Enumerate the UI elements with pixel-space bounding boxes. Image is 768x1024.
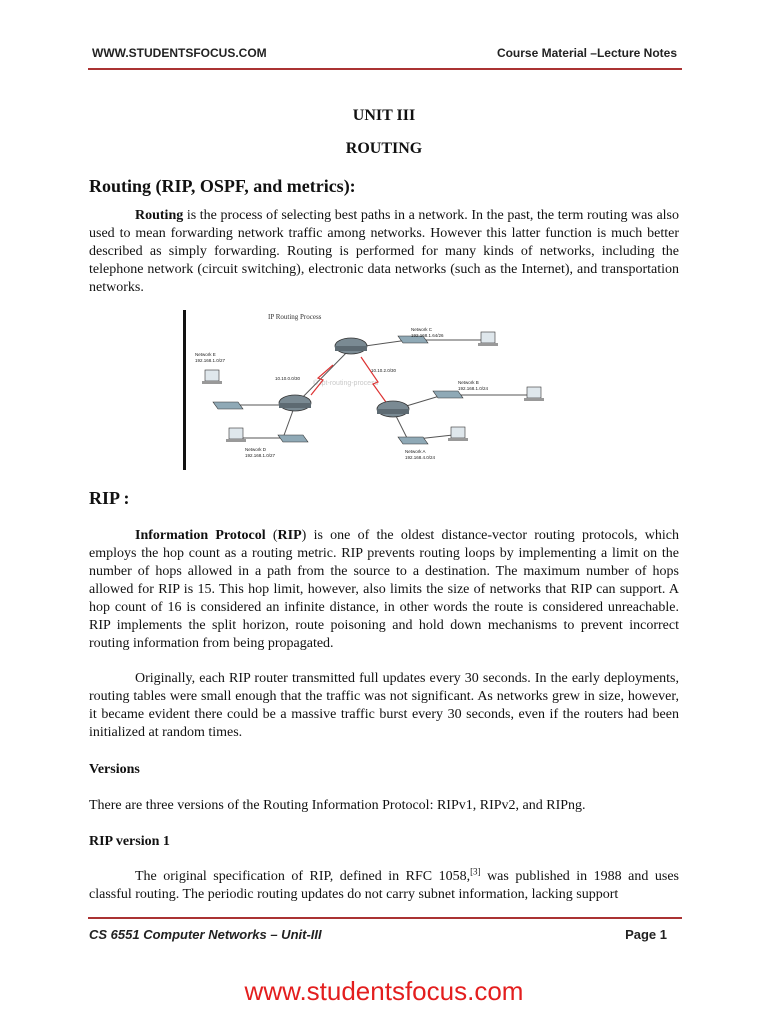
ripv1-paragraph [89,868,679,904]
diagram-watermark: © ipt-routing-process [313,380,379,387]
label-net-e-ip: 192.168.1.0/27 [195,358,226,363]
rip-paragraph [89,527,679,653]
label-net-d-name: Network D [245,447,267,452]
routing-paragraph [89,207,679,297]
ip-routing-diagram [183,310,563,470]
rip-heading: RIP : [89,488,130,508]
diagram-title: IP Routing Process [268,313,322,321]
diagram-left-bar [183,310,186,470]
ripv1-ref[interactable]: [3] [470,866,481,877]
watermark-link[interactable]: www.studentsfocus.com [244,976,524,1006]
footer-course-unit: CS 6551 Computer Networks – Unit-III [89,927,322,942]
footer-rule [88,917,682,919]
label-net-a-name: Network A [405,449,426,454]
router-left [279,395,311,411]
label-link-left: 10.10.0.0/30 [275,376,301,381]
label-net-c-name: Network C [411,327,433,332]
pc-d-icon [226,428,246,442]
pc-c-icon [478,332,498,346]
switch-d [278,435,308,442]
routing-text: is the process of selecting best paths in a network. In the past, the term routing was also used to mean forwarding network traffic among networks. However this latter function is much better described as simply forwarding. Routing is performed for many kinds of networks, including the telephone network (circuit switching), electronic data networks (such as the Internet), and transportation networks. [89,208,679,295]
pc-e-icon [202,370,222,384]
routing-term: Routing [135,208,184,223]
ripv1-heading: RIP version 1 [89,834,170,849]
header-site: WWW.STUDENTSFOCUS.COM [92,46,267,60]
rip-paragraph-2: Originally, each RIP router transmitted full updates every 30 seconds. In the early deployments, routing tables were small enough that the traffic was not significant. As networks grew in size, however, it became evident there could be a massive traffic burst every 30 seconds, even if the routers had been initialized at random times. [89,671,679,740]
router-right [377,401,409,417]
switch-b [433,391,463,398]
label-net-e-name: Network E [195,352,216,357]
label-net-a-ip: 192.168.4.0/24 [405,455,436,460]
switch-e [213,402,243,409]
rip-term: Information Protocol [135,528,266,543]
pc-a-icon [448,427,468,441]
router-core [335,338,367,354]
label-net-b-ip: 192.168.1.0/24 [458,386,489,391]
ripv1-text-before: The original specification of RIP, defined in RFC 1058, [135,869,471,884]
header-course: Course Material –Lecture Notes [496,46,677,60]
label-link-right: 10.10.2.0/30 [371,368,397,373]
versions-text: There are three versions of the Routing Information Protocol: RIPv1, RIPv2, and RIPng. [89,798,586,813]
footer-page: Page 1 [625,927,667,942]
label-net-b-name: Network B [458,380,479,385]
rip-abbr: RIP [277,528,302,543]
pc-b-icon [524,387,544,401]
rip-open-paren: ( [265,528,278,543]
rip-text: ) is one of the oldest distance-vector routing protocols, which employs the hop count as a routing metric. RIP prevents routing loops by implementing a limit on the number of hops allowed in a path from the source to a destination. The maximum number of hops allowed for RIP is 15. This hop limit, however, also limits the size of networks that RIP can support. A hop count of 16 is considered an infinite distance, in other words the route is considered unreachable. RIP implements the split horizon, route poisoning and hold down mechanisms to prevent incorrect routing information from being propagated. [89,528,679,651]
switch-a [398,437,428,444]
unit-title: UNIT III [352,107,416,124]
label-net-d-ip: 192.168.1.0/27 [245,453,276,458]
topic-title: ROUTING [345,140,423,157]
section-routing-heading: Routing (RIP, OSPF, and metrics): [89,176,356,196]
label-net-c-ip: 192.168.1.64/26 [411,333,444,338]
header-rule [88,68,682,70]
ripv1-text-after: was published in 1988 and uses classful routing. The periodic routing updates do not carry subnet information, lacking support [89,869,679,902]
versions-heading: Versions [89,762,140,777]
